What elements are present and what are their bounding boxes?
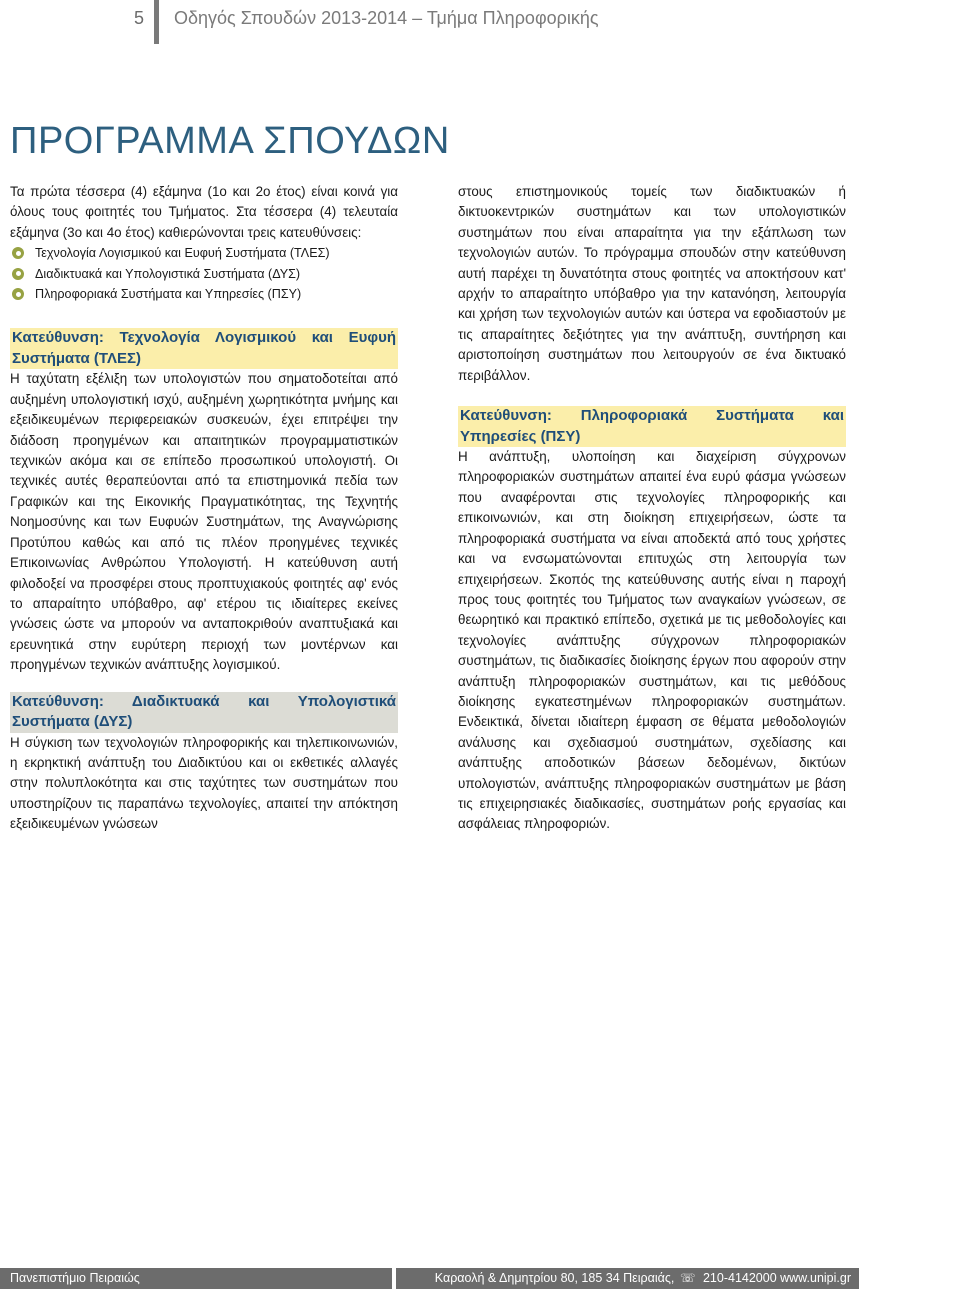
header-title: Οδηγός Σπουδών 2013-2014 – Τμήμα Πληροφορικής: [174, 8, 599, 28]
intro-paragraph: Τα πρώτα τέσσερα (4) εξάμηνα (1ο και 2ο έτος) είναι κοινά για όλους τους φοιτητές του Τμήματος. Στα τέσσερα (4) τελευταία εξάμηνα (3ο και 4ο έτος) καθιερώνονται τρεις κατευθύνσεις:: [10, 184, 398, 240]
bullet-icon: [12, 288, 24, 300]
footer-university-label: Πανεπιστήμιο Πειραιώς: [10, 1271, 140, 1285]
dys-section-text: Η σύγκιση των τεχνολογιών πληροφορικής και τηλεπικοινωνιών, η εκρηκτική ανάπτυξη του Διαδικτύου και οι εκθετικές αλλαγές στην πολυπλοκότητα και στις ταχύτητες των συστημάτων που υποστηρίζουν τις παραπάνω τεχνολογίες, απαιτεί την απόκτηση εξειδικευμένων γνώσεων: [10, 734, 398, 832]
list-item: [10, 243, 398, 263]
tles-section-text: Η ταχύτατη εξέλιξη των υπολογιστών που σηματοδοτείται από αυξημένη υπολογιστική ισχύ, αυξημένη χωρητικότητα μνήμης και εξειδικευμένων περιφερειακών συσκευών, έχει επιτρέψει την διάδοση προηγμένων και απαιτητικών προγραμματιστικών τεχνικών ακόμα και σε επίπεδο προσωπικού υπολογιστή. Οι τεχνικές αυτές θεραπεύονται από τα επιστημονικά πεδία των Γραφικών και της Εικονικής Πραγματικότητας, της Τεχνητής Νοημοσύνης και των Ευφυών Συστημάτων, της Αναγνώρισης Προτύπου καθώς και από τις πλέον προηγμένες τεχνικές Επικοινωνίας Ανθρώπου Υπολογιστή. Η κατεύθυνση αυτή φιλοδοξεί να προσφέρει στους προπτυχιακούς φοιτητές αφ' ενός το απαραίτητο υπόβαθρο, αφ' ετέρου τις ιδιαίτερες εκείνες γνώσεις ώστε να μπορούν να ανταποκριθούν αναπτυξιακά και ερευνητικά στην ευρύτερη περιοχή των μοντέρνων και προηγμένων τεχνικών ανάπτυξης λογισμικού.: [10, 371, 398, 673]
dys-section-heading: Κατεύθυνση: Διαδικτυακά και Υπολογιστικά Συστήματα (ΔΥΣ): [10, 692, 398, 733]
tles-section-heading: Κατεύθυνση: Τεχνολογία Λογισμικού και Ευφυή Συστήματα (ΤΛΕΣ): [10, 328, 398, 369]
list-item-label: Διαδικτυακά και Υπολογιστικά Συστήματα (ΔΥΣ): [35, 266, 301, 281]
page-title: ΠΡΟΓΡΑΜΜΑ ΣΠΟΥΔΩΝ: [10, 120, 450, 162]
page-header: [0, 0, 960, 46]
bullet-icon: [12, 268, 24, 280]
list-item: [10, 264, 398, 284]
header-divider: [154, 0, 159, 44]
page-number: 5: [134, 8, 145, 28]
footer-address: Καραολή & Δημητρίου 80, 185 34 Πειραιάς,: [434, 1271, 675, 1285]
list-item-label: Πληροφοριακά Συστήματα και Υπηρεσίες (ΠΣΥ): [35, 287, 302, 302]
phone-icon: ☏: [679, 1271, 696, 1285]
right-column: [458, 182, 846, 835]
dys-section-text-continued: στους επιστημονικούς τομείς των διαδικτυακών ή δικτυοκεντρικών συστημάτων και των υπολογιστικών συστημάτων που είναι απαραίτητα για την εξάπλωση των τεχνολογιών αυτών. Το πρόγραμμα σπουδών στην κατεύθυνση αυτή παρέχει τη δυνατότητα στους φοιτητές να αποκτήσουν κατ' αρχήν το απαραίτητο υπόβαθρο για την κατανόηση, λειτουργία και χρήση των τεχνολογιών αυτών και ύστερα να εφοδιαστούν με τις απαραίτητες δεξιότητες για την ανάπτυξη, συντήρηση και αριστοποίηση συστημάτων που λειτουργούν σε ένα δικτυακό περιβάλλον.: [458, 184, 846, 383]
left-column: [10, 182, 398, 835]
list-item: [10, 284, 398, 304]
psy-section-text: Η ανάπτυξη, υλοποίηση και διαχείριση σύγχρονων πληροφοριακών συστημάτων απαιτεί ένα ευρύ φάσμα γνώσεων που αναφέρονται στις τεχνολογίες πληροφορικής και επικοινωνιών, και στη διοίκηση επιχειρήσεων, ώστε τα πληροφοριακά συστήματα να είναι αποδεκτά από τους χρήστες και να ενσωματώνονται επιτυχώς στη λειτουργία των επιχειρήσεων. Σκοπός της κατεύθυνσης αυτής είναι η παροχή προς τους φοιτητές του Τμήματος των αναγκαίων γνώσεων, σε θεωρητικό και πρακτικό επίπεδο, σχετικά με τις μεθοδολογίες και τεχνολογίες ανάπτυξης σύγχρονων πληροφοριακών συστημάτων, τις διαδικασίες διοίκησης έργων που αφορούν στην ανάπτυξη πληροφοριακών συστημάτων, και τις μεθόδους διοίκησης εγκατεστημένων πληροφοριακών συστημάτων. Ενδεικτικά, δίνεται ιδιαίτερη έμφαση σε θέματα μεθοδολογιών ανάλυσης και σχεδιασμού συστημάτων, σχεδίασης και ανάπτυξης αποδοτικών βάσεων δεδομένων, δικτύων υπολογιστών, ανάπτυξης πληροφοριακών συστημάτων με βάση τις επιχειρησιακές διαδικασίες, συστημάτων ροής εργασίας και ασφάλειας πληροφοριών.: [458, 449, 846, 832]
footer-phone-web: 210-4142000 www.unipi.gr: [702, 1271, 851, 1285]
psy-section-heading: Κατεύθυνση: Πληροφοριακά Συστήματα και Υπηρεσίες (ΠΣΥ): [458, 406, 846, 447]
footer-contact: [396, 1268, 859, 1289]
footer-university: [0, 1268, 392, 1289]
page-footer: [0, 1268, 960, 1291]
bullet-icon: [12, 247, 24, 259]
specializations-list: [10, 243, 398, 304]
list-item-label: Τεχνολογία Λογισμικού και Ευφυή Συστήματα (ΤΛΕΣ): [35, 246, 330, 261]
